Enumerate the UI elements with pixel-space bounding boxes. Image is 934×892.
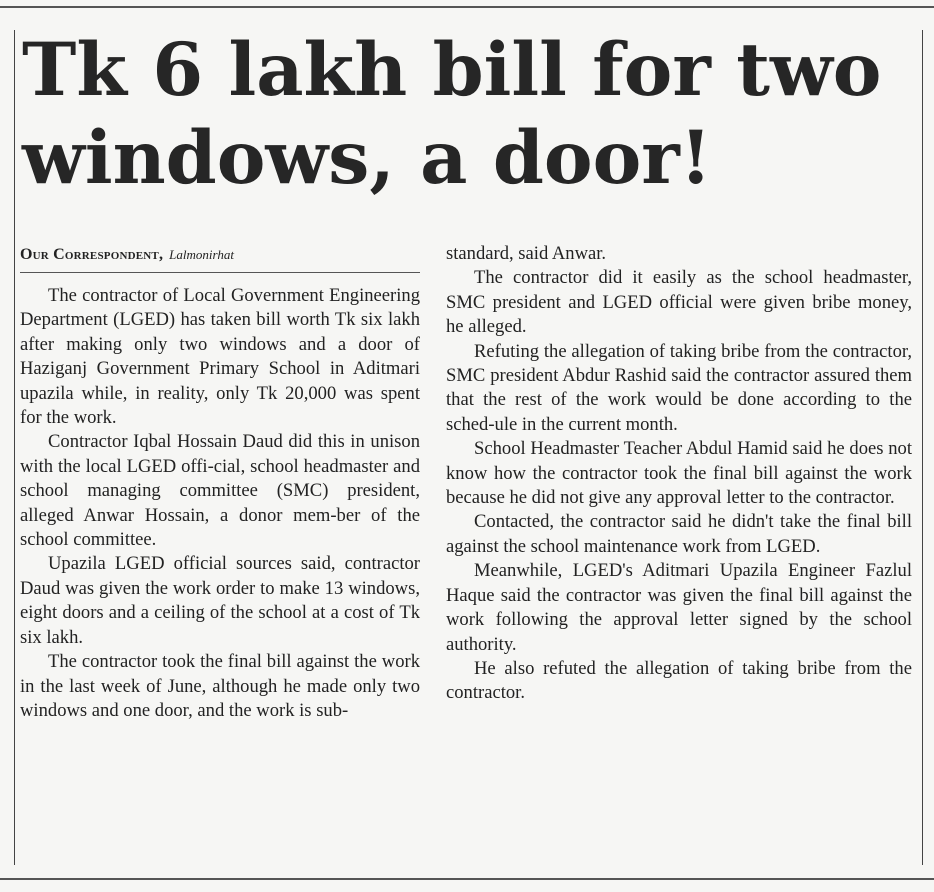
byline — [20, 246, 420, 265]
right-border — [922, 30, 923, 865]
paragraph: Upazila LGED official sources said, contractor Daud was given the work order to make 13 windows, eight doors and a ceiling of the school at a cost of Tk six lakh. — [20, 553, 420, 648]
paragraph-continuation: standard, said Anwar. — [446, 243, 607, 264]
paragraph: He also refuted the allegation of taking bribe from the contractor. — [446, 657, 912, 704]
paragraph: The contractor of Local Government Engineering Department (LGED) has taken bill worth Tk six lakh after making only two windows and a door of Haziganj Government Primary School in Aditmari upazila while, in reality, only Tk 20,000 was spent for the work. — [20, 285, 420, 429]
bottom-border — [0, 878, 934, 880]
headline-line-1: Tk 6 lakh bill for two — [22, 27, 882, 113]
byline-name: Our Correspondent, — [20, 246, 164, 263]
paragraph: Refuting the allegation of taking bribe from the contractor, SMC president Abdur Rashid said the contractor assured them that the rest of the work would be done according to the sched-ule in the current month. — [446, 340, 912, 435]
paragraph: The contractor took the final bill against the work in the last week of June, although he made only two windows and one door, and the work is sub- — [20, 651, 420, 721]
article-column-right — [446, 242, 912, 706]
paragraph: Contacted, the contractor said he didn't take the final bill against the school maintenance work from LGED. — [446, 511, 912, 557]
article-column-left — [20, 284, 420, 723]
left-border — [14, 30, 15, 865]
byline-location: Lalmonirhat — [169, 247, 234, 262]
headline-line-2: windows, a door! — [22, 115, 712, 201]
top-border — [0, 6, 934, 8]
paragraph: School Headmaster Teacher Abdul Hamid said he does not know how the contractor took the final bill against the work because he did not give any approval letter to the contractor. — [446, 438, 912, 509]
paragraph: Contractor Iqbal Hossain Daud did this in unison with the local LGED offi-cial, school headmaster and school managing committee (SMC) president, alleged Anwar Hossain, a donor mem-ber of the school committee. — [20, 431, 420, 551]
byline-rule — [20, 272, 420, 273]
paragraph: The contractor did it easily as the school headmaster, SMC president and LGED official were given bribe money, he alleged. — [446, 267, 912, 338]
headline — [22, 26, 922, 202]
paragraph: Meanwhile, LGED's Aditmari Upazila Engineer Fazlul Haque said the contractor was given the final bill against the work following the approval letter signed by the school authority. — [446, 560, 912, 655]
